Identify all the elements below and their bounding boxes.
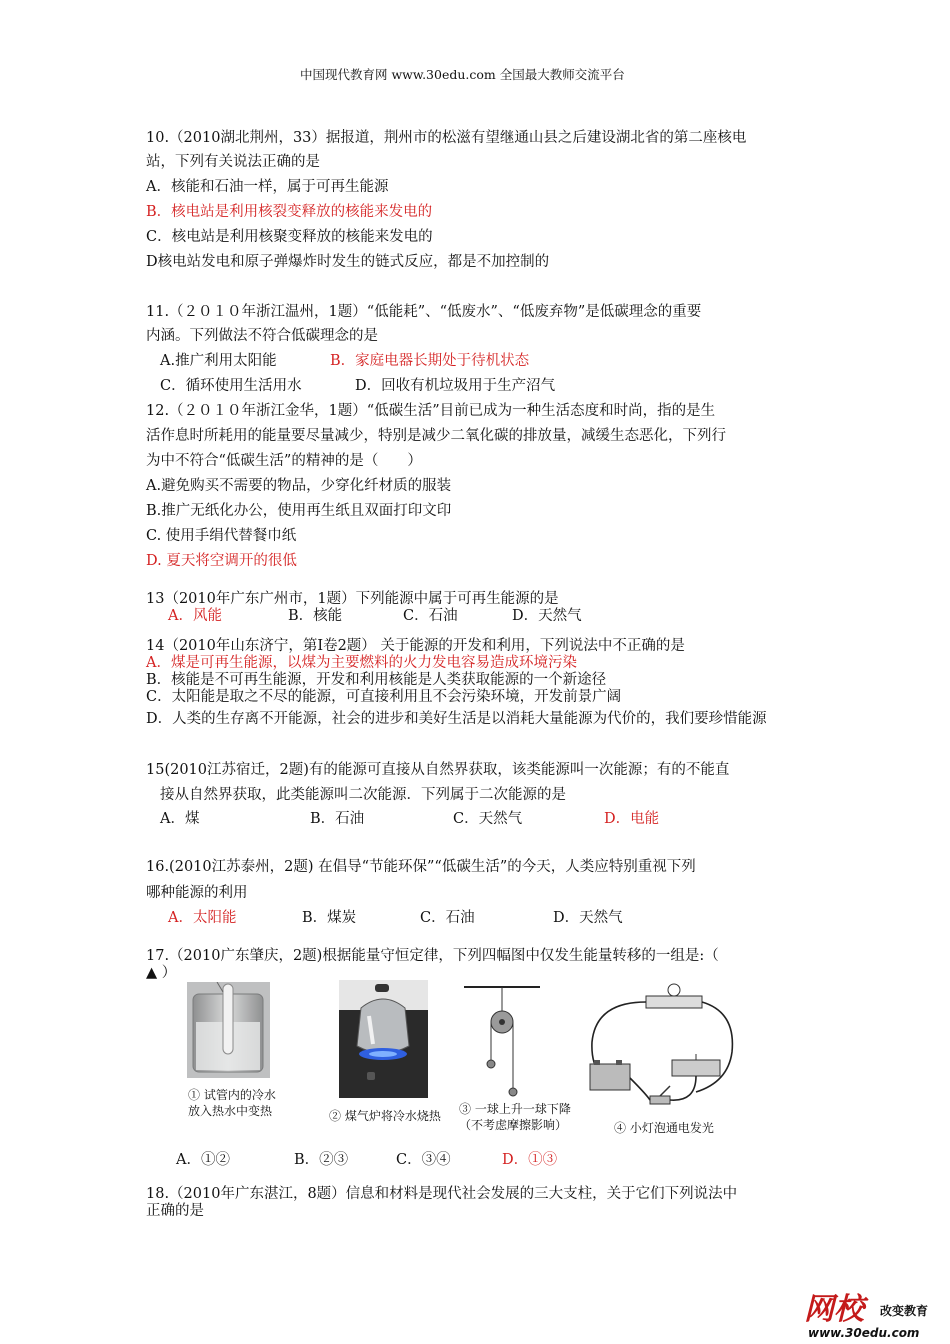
q11-stem-line1: 11.（２０１０年浙江温州，1题）“低能耗”、“低废水”、“低废弃物”是低碳理念的重要: [146, 304, 702, 320]
q12-stem-line2: 活作息时所耗用的能量要尽量减少，特别是减少二氧化碳的排放量，减缓生态恶化，下列行: [146, 428, 726, 444]
q11-option-d: D．回收有机垃圾用于生产沼气: [355, 378, 556, 394]
q15-stem-line2: 接从自然界获取，此类能源叫二次能源．下列属于二次能源的是: [160, 787, 566, 803]
q16-option-d: D．天然气: [553, 910, 623, 926]
q11-option-a: A.推广利用太阳能: [160, 353, 277, 369]
figure-circuit-diagram: [586, 982, 738, 1114]
q13-stem: 13（2010年广东广州市，1题）下列能源中属于可再生能源的是: [146, 591, 559, 607]
q13-option-d: D．天然气: [512, 608, 582, 624]
q15-option-c: C．天然气: [453, 811, 523, 827]
q16-stem-line1: 16.(2010江苏泰州，2题) 在倡导“节能环保”“低碳生活”的今天，人类应特别重视下列: [146, 859, 696, 875]
q14-option-a: A．煤是可再生能源，以煤为主要燃料的火力发电容易造成环境污染: [146, 655, 577, 671]
q10-option-b: B．核电站是利用核裂变释放的核能来发电的: [146, 204, 433, 220]
q17-option-d: D．①③: [502, 1152, 558, 1168]
site-logo: [804, 1294, 946, 1340]
figure-pulley-diagram: [462, 984, 542, 1100]
figure-caption-3: ③ 一球上升一球下降（不考虑摩擦影响）: [459, 1102, 571, 1132]
figure-gas-stove-photo: [339, 980, 428, 1098]
q14-option-b: B．核能是不可再生能源，开发和利用核能是人类获取能源的一个新途径: [146, 672, 607, 688]
q16-option-c: C．石油: [420, 910, 475, 926]
q17-option-a: A．①②: [176, 1152, 230, 1168]
q15-option-a: A．煤: [160, 811, 200, 827]
q11-option-b: B．家庭电器长期处于待机状态: [330, 353, 530, 369]
q15-option-b: B．石油: [310, 811, 365, 827]
figure-caption-2: ② 煤气炉将冷水烧热: [329, 1109, 441, 1123]
q10-option-d: D核电站发电和原子弹爆炸时发生的链式反应，都是不加控制的: [146, 254, 550, 270]
q14-stem: 14（2010年山东济宁，第Ⅰ卷2题） 关于能源的开发和利用，下列说法中不正确的是: [146, 638, 685, 654]
q13-option-b: B．核能: [288, 608, 343, 624]
q18-stem-line2: 正确的是: [146, 1203, 204, 1219]
figure-beaker-photo: [187, 982, 270, 1078]
q14-option-d: D．人类的生存离不开能源，社会的进步和美好生活是以消耗大量能源为代价的，我们要珍惜能源: [146, 711, 767, 727]
q10-option-a: A．核能和石油一样，属于可再生能源: [146, 179, 389, 195]
q11-stem-line2: 内涵。下列做法不符合低碳理念的是: [146, 328, 378, 344]
q12-option-a: A.避免购买不需要的物品，少穿化纤材质的服装: [146, 478, 452, 494]
q16-stem-line2: 哪种能源的利用: [146, 885, 248, 901]
q14-option-c: C．太阳能是取之不尽的能源，可直接利用且不会污染环境，开发前景广阔: [146, 689, 622, 705]
q17-stem-line1: 17.（2010广东肇庆，2题)根据能量守恒定律，下列四幅图中仅发生能量转移的一组是:（: [146, 948, 719, 964]
q12-stem-line3: 为中不符合“低碳生活”的精神的是（ ）: [146, 453, 422, 469]
page-header: 中国现代教育网 www.30edu.com 全国最大教师交流平台: [300, 67, 625, 82]
q12-option-b: B.推广无纸化办公，使用再生纸且双面打印文印: [146, 503, 452, 519]
logo-url: www.30edu.com: [808, 1326, 920, 1340]
q17-stem-line2: ▲ ）: [146, 965, 177, 981]
q13-option-c: C．石油: [403, 608, 458, 624]
q17-option-b: B．②③: [294, 1152, 349, 1168]
q18-stem-line1: 18.（2010年广东湛江，8题）信息和材料是现代社会发展的三大支柱，关于它们下列说法中: [146, 1186, 738, 1202]
q12-stem-line1: 12.（２０１０年浙江金华，1题）“低碳生活”目前已成为一种生活态度和时尚，指的是生: [146, 403, 716, 419]
q16-option-a: A．太阳能: [168, 910, 237, 926]
q15-stem-line1: 15(2010江苏宿迁，2题)有的能源可直接从自然界获取，该类能源叫一次能源；有的不能直: [146, 762, 730, 778]
q17-option-c: C．③④: [396, 1152, 451, 1168]
figure-caption-1: ① 试管内的冷水放入热水中变热: [188, 1088, 276, 1118]
q16-option-b: B．煤炭: [302, 910, 357, 926]
figure-caption-4: ④ 小灯泡通电发光: [614, 1121, 714, 1135]
q10-stem-line2: 站，下列有关说法正确的是: [146, 154, 320, 170]
q10-stem-line1: 10.（2010湖北荆州，33）据报道，荆州市的松滋有望继通山县之后建设湖北省的第二座核电: [146, 130, 747, 146]
logo-slogan: 改变教育: [880, 1304, 929, 1318]
logo-brand: 网校: [804, 1292, 864, 1327]
q12-option-c: C. 使用手绢代替餐巾纸: [146, 528, 297, 544]
q13-option-a: A．风能: [168, 608, 222, 624]
q11-option-c: C．循环使用生活用水: [160, 378, 302, 394]
q15-option-d: D．电能: [604, 811, 660, 827]
q10-option-c: C．核电站是利用核聚变释放的核能来发电的: [146, 229, 433, 245]
q12-option-d: D. 夏天将空调开的很低: [146, 553, 297, 569]
